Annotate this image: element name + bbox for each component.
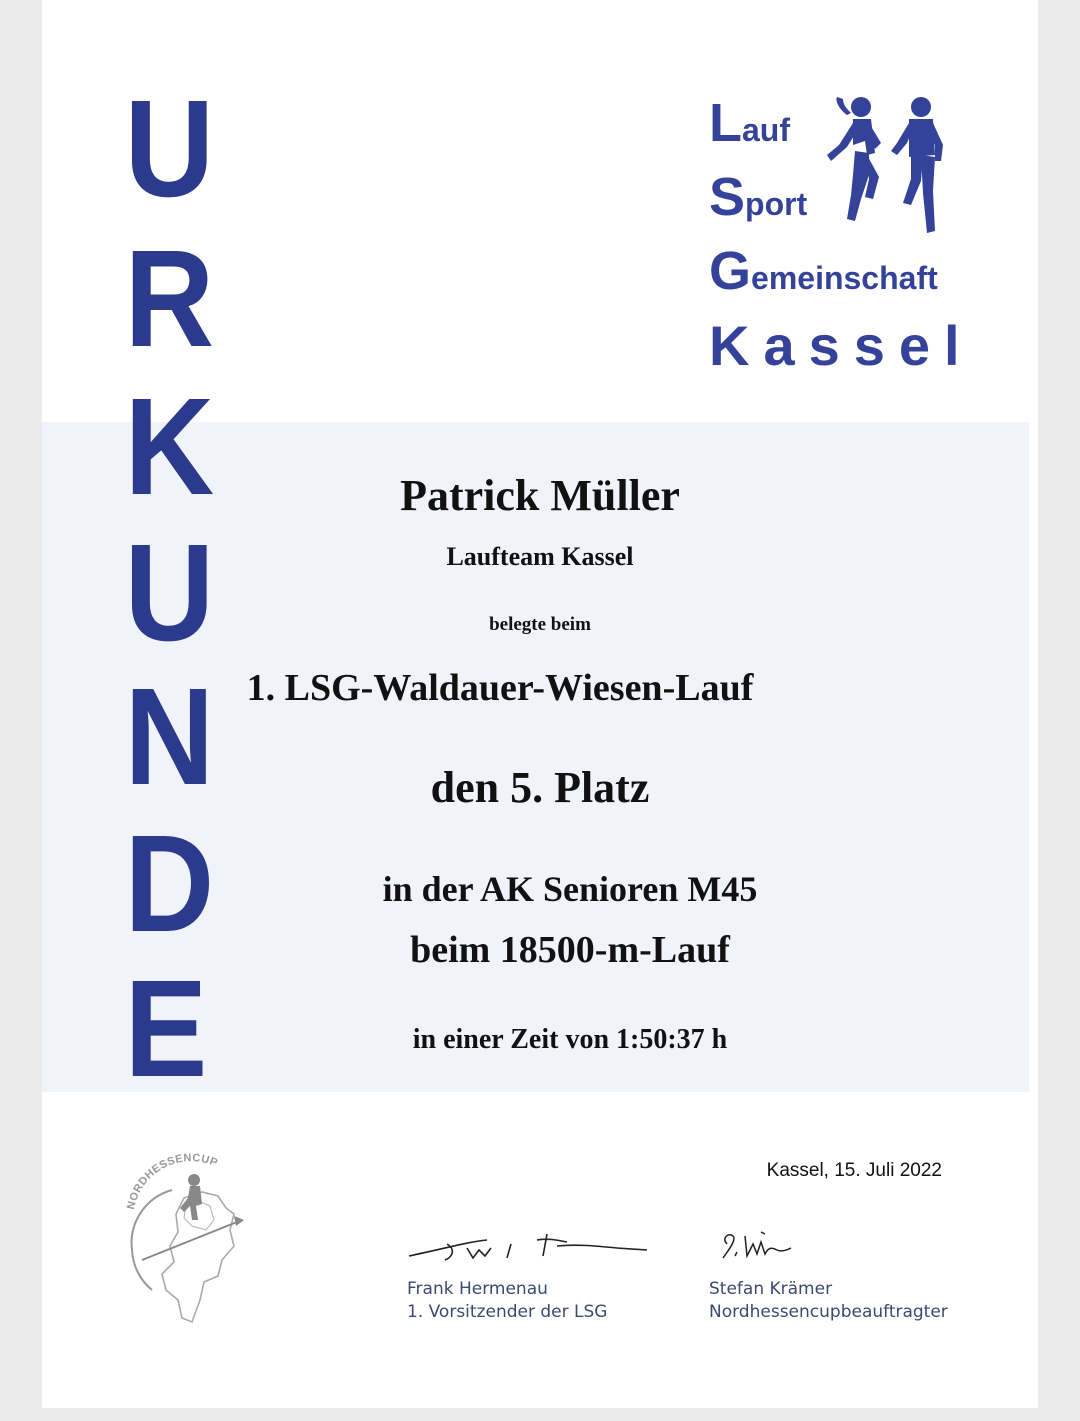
participant-name: Patrick Müller xyxy=(400,471,680,520)
signer-2-name: Stefan Krämer xyxy=(709,1279,833,1299)
placed-at-text: belegte beim xyxy=(489,614,591,635)
race-name: 1. LSG-Waldauer-Wiesen-Lauf xyxy=(246,667,754,709)
title-letter: E xyxy=(124,952,208,1106)
title-letter: R xyxy=(124,222,215,376)
distance: beim 18500-m-Lauf xyxy=(410,929,730,971)
signature-frank-hermenau xyxy=(407,1228,657,1268)
title-letter: U xyxy=(124,72,215,226)
signature-stefan-kraemer xyxy=(717,1226,797,1266)
placement: den 5. Platz xyxy=(430,763,650,812)
logo-line-gemeinschaft: Gemeinschaft xyxy=(709,241,938,301)
title-letter: N xyxy=(124,660,215,814)
signer-1-name: Frank Hermenau xyxy=(407,1279,548,1299)
signer-1 xyxy=(407,1278,607,1324)
svg-text:NORDHESSENCUP: NORDHESSENCUP xyxy=(125,1152,220,1211)
signer-2 xyxy=(709,1278,948,1324)
club-name: Laufteam Kassel xyxy=(446,542,634,571)
logo-line-lauf: Lauf xyxy=(709,93,790,153)
logo-line-kassel: Kassel xyxy=(709,314,974,377)
age-class: in der AK Senioren M45 xyxy=(382,869,758,909)
title-letter: K xyxy=(124,370,215,524)
title-letter: D xyxy=(124,807,215,961)
logo-line-sport: Sport xyxy=(709,167,808,227)
runners-icon xyxy=(817,95,957,245)
signer-2-role: Nordhessencupbeauftragter xyxy=(709,1302,948,1322)
place-date: Kassel, 15. Juli 2022 xyxy=(766,1160,942,1181)
certificate-sheet xyxy=(42,0,1038,1408)
nordhessencup-logo xyxy=(122,1150,252,1330)
signer-1-role: 1. Vorsitzender der LSG xyxy=(407,1302,608,1322)
finish-time: in einer Zeit von 1:50:37 h xyxy=(412,1024,728,1055)
title-letter: U xyxy=(124,516,215,670)
